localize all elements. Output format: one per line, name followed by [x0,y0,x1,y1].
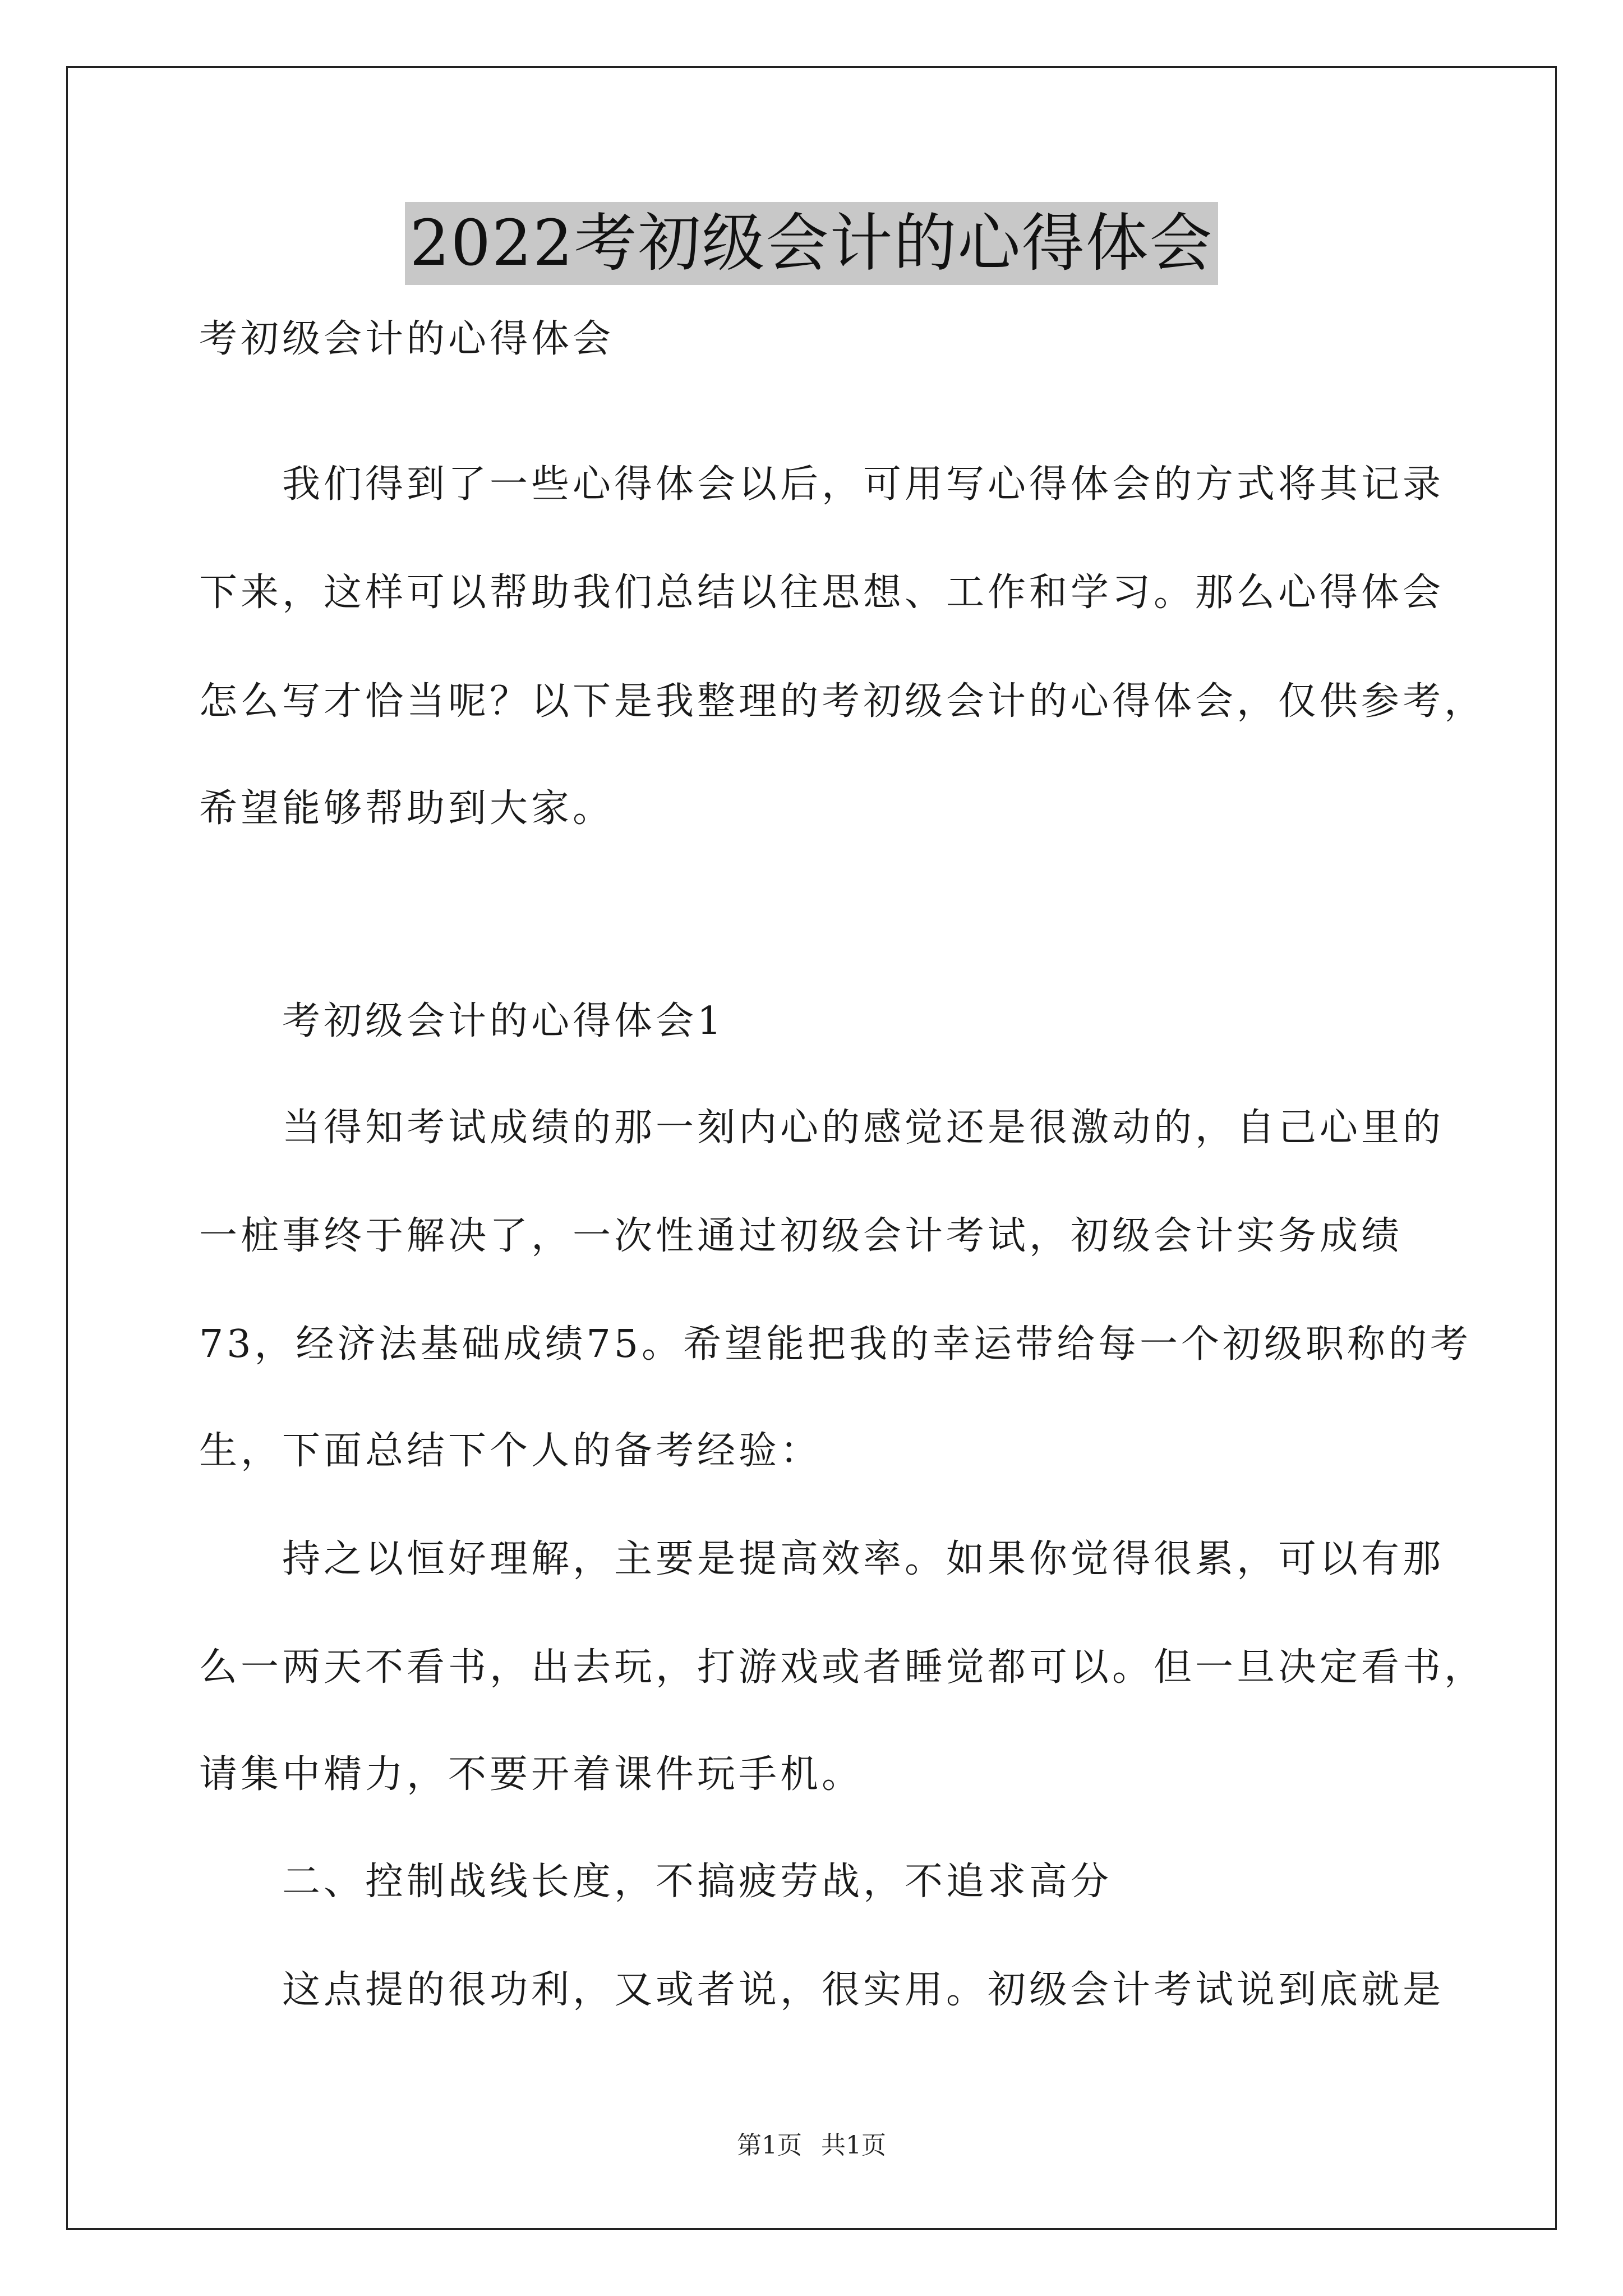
paragraph-line: 么一两天不看书，出去玩，打游戏或者睡觉都可以。但一旦决定看书， [199,1645,1486,1690]
paragraph-line: 下来，这样可以帮助我们总结以往思想、工作和学习。那么心得体会 [199,570,1445,615]
paragraph-line: 一桩事终于解决了，一次性通过初级会计考试，初级会计实务成绩 [199,1214,1403,1258]
paragraph-line: 请集中精力，不要开着课件玩手机。 [199,1752,864,1797]
page-footer: 第1页 共1页 [737,2131,886,2160]
paragraph-line: 这点提的很功利，又或者说，很实用。初级会计考试说到底就是 [282,1968,1445,2012]
paragraph-line: 希望能够帮助到大家。 [199,786,615,831]
paragraph-line: 怎么写才恰当呢？以下是我整理的考初级会计的心得体会，仅供参考， [199,679,1486,724]
paragraph-line: 73，经济法基础成绩75。希望能把我的幸运带给每一个初级职称的考 [199,1322,1472,1366]
section-heading: 二、控制战线长度，不搞疲劳战，不追求高分 [282,1860,1113,1904]
paragraph-line: 我们得到了一些心得体会以后，可用写心得体会的方式将其记录 [282,462,1445,507]
section-heading: 考初级会计的心得体会1 [282,999,725,1043]
paragraph-line: 生，下面总结下个人的备考经验： [199,1429,822,1473]
title-container [0,202,1623,285]
paragraph-line: 持之以恒好理解，主要是提高效率。如果你觉得很累，可以有那 [282,1537,1445,1581]
document-title: 2022考初级会计的心得体会 [405,202,1218,285]
paragraph-line: 当得知考试成绩的那一刻内心的感觉还是很激动的，自己心里的 [282,1106,1445,1150]
subtitle-line: 考初级会计的心得体会 [199,317,615,361]
